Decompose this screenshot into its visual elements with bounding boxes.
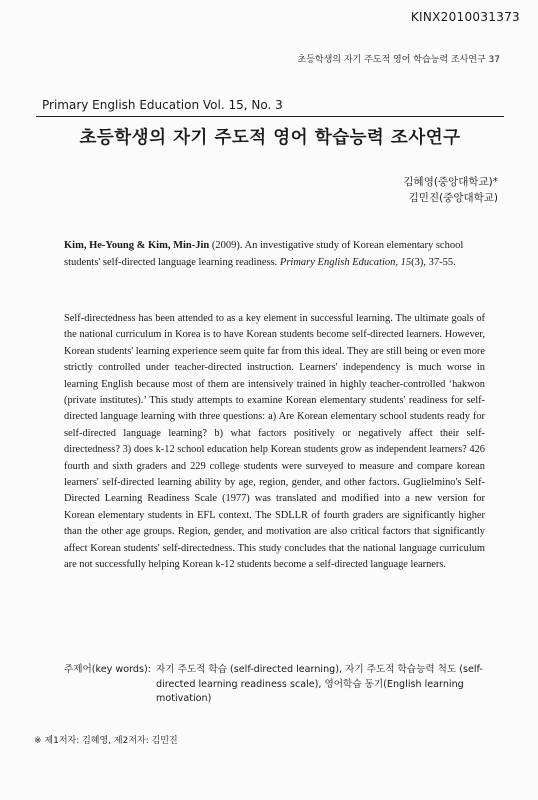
author-1: 김혜영(중앙대학교)* [403, 176, 498, 188]
author-block [403, 174, 498, 206]
abstract: Self-directedness has been attended to as a key element in successful learning. The ultimate goals of the national curriculum in Korea is to have Korean students become self-directed learners. However, Korean students' learning experience seem quite far from this ideal. They are still being or even more strictly controlled under teacher-directed instruction. Learners' independency is much worse in learning English because most of them are intensively trained in highly teacher-controlled ‘hakwon (private institutes).’ This study attempts to examine Korean elementary students' readiness for self-directed language learning with three questions: a) Are Korean elementary school students ready for self-directed language learning? b) what factors positively or negatively affect their self-directedness? 3) does k-12 school education help Korean students grow as independent learners? 426 fourth and sixth graders and 229 college students were surveyed to measure and compare korean learners' self-directed learning ability by age, region, gender, and other factors. Guglielmino's Self-Directed Learning Readiness Scale (1977) was translated and modified into a new version for Korean elementary students in EFL context. The SDLLR of fourth graders are significantly higher than the other age groups. Region, gender, and motivation are also critical factors that significantly affect Korean students' self-directedness. This study concludes that the national language curriculum are not successfully helping Korean k-12 students become a self-directed language learners. [64, 313, 485, 571]
document-id: KINX2010031373 [410, 10, 520, 24]
citation-journal: Primary English Education, 15 [279, 256, 412, 268]
citation-authors: Kim, He-Young & Kim, Min-Jin [64, 240, 210, 251]
header-rule [36, 116, 504, 117]
paper-title: 초등학생의 자기 주도적 영어 학습능력 조사연구 [79, 128, 461, 148]
keywords-label: 주제어(key words): [64, 664, 151, 675]
journal-volume-line: Primary English Education Vol. 15, No. 3 [42, 98, 283, 112]
citation [64, 238, 484, 271]
keywords-block [64, 663, 484, 707]
author-footnote: ※ 제1저자: 김혜영, 제2저자: 김민진 [34, 736, 178, 746]
author-2: 김민진(중앙대학교) [408, 192, 498, 204]
running-header: 초등학생의 자기 주도적 영어 학습능력 조사연구 37 [297, 55, 500, 65]
citation-text: (2009). An investigative study of Korean elementary school students' self-directed language learning readiness. [64, 240, 464, 268]
keywords-text: 자기 주도적 학습 (self-directed learning), 자기 주도적 학습능력 척도 (self-directed learning readiness scale), 영어학습 동기(English learning motivation) [156, 664, 483, 704]
citation-issue-pages: (3), 37-55. [411, 256, 456, 268]
